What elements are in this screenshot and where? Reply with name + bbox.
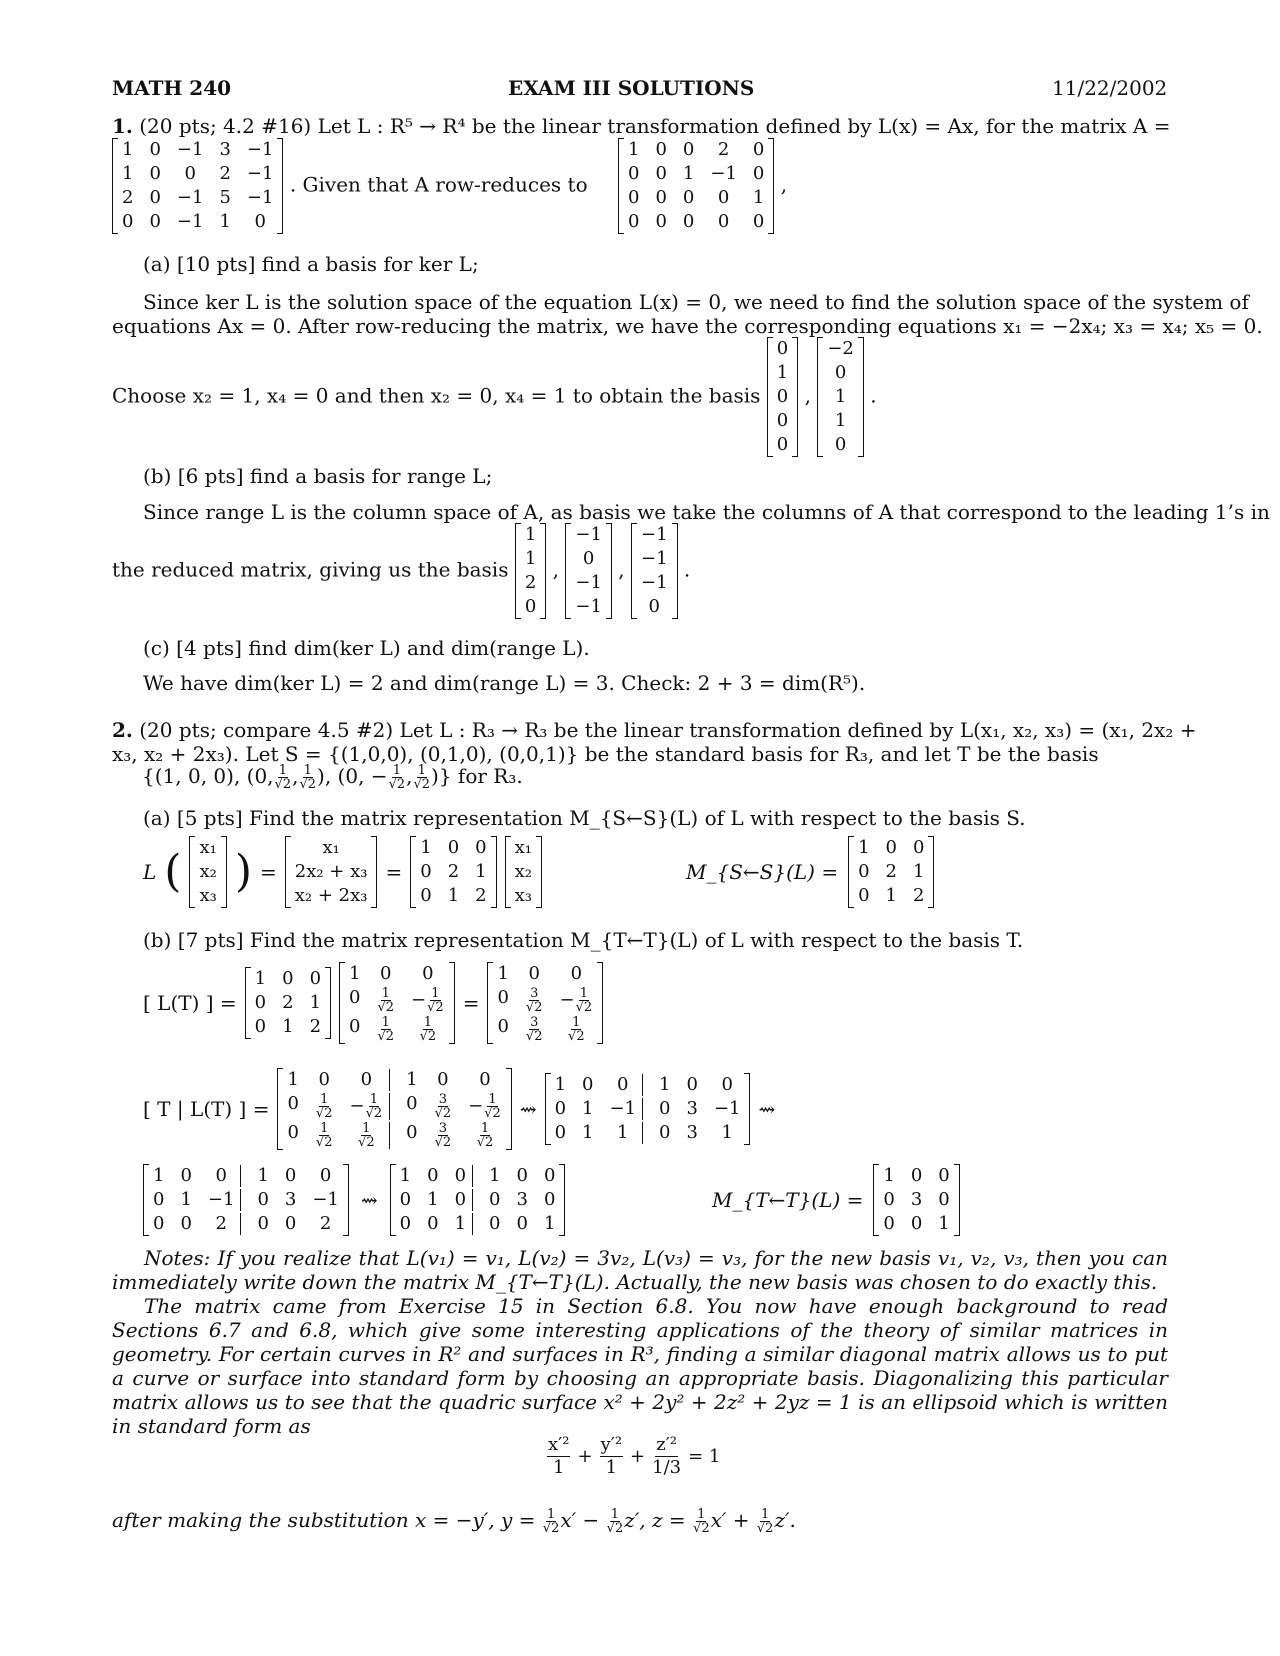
matrix-cell: 0 bbox=[309, 968, 322, 989]
row-reduce-arrow: ⇝ bbox=[519, 1097, 537, 1121]
matrix-cell: 1 bbox=[582, 1122, 594, 1143]
matrix-cell: 0 bbox=[122, 211, 134, 232]
matrix-cell: 0 bbox=[858, 861, 870, 882]
matrix-cell: 2 bbox=[219, 163, 231, 184]
matrix-cell: 0 bbox=[254, 1016, 267, 1037]
matrix-cell: 1 bbox=[257, 1165, 269, 1186]
matrix-cell: 1 bbox=[776, 362, 789, 383]
matrix-cell: 0 bbox=[752, 211, 765, 232]
row-reduce-arrow: ⇝ bbox=[758, 1097, 776, 1121]
reduced-matrix-2 bbox=[143, 1164, 349, 1236]
range-basis-vector bbox=[515, 523, 546, 619]
x-vector bbox=[505, 836, 542, 908]
row-reduce-arrow: ⇝ bbox=[360, 1188, 378, 1212]
matrix-cell: −1 bbox=[246, 187, 274, 208]
matrix-cell: 3 bbox=[219, 139, 231, 160]
matrix-cell: 0 bbox=[883, 1213, 895, 1234]
exam-date: 11/22/2002 bbox=[1052, 76, 1168, 100]
matrix-cell: −1 bbox=[640, 548, 668, 569]
matrix-cell: −1 bbox=[640, 524, 668, 545]
problem-2-line-1: 2. (20 pts; compare 4.5 #2) Let L : R₃ → R₃ be the linear transformation defined by L(x₁, x₂, x₃) = (x₁, 2x₂ + bbox=[112, 718, 1197, 742]
matrix-cell: 0 bbox=[883, 1189, 895, 1210]
matrix-T-result bbox=[873, 1164, 959, 1236]
matrix-cell: 1 bbox=[752, 187, 765, 208]
matrix-cell: 1 bbox=[455, 1213, 473, 1235]
matrix-cell: 1 bbox=[475, 861, 487, 882]
matrix-cell: 0 bbox=[282, 968, 294, 989]
matrix-S bbox=[410, 836, 496, 908]
matrix-cell: 1 bbox=[858, 837, 870, 858]
matrix-cell: 0 bbox=[284, 1213, 297, 1234]
given-text: . Given that A row-reduces to bbox=[289, 172, 588, 197]
image-vector bbox=[285, 836, 378, 908]
part-1b-answer-1: Since range L is the column space of A, as basis we take the columns of A that correspond to the leading 1’s in bbox=[143, 500, 1270, 524]
matrix-cell: 0 bbox=[752, 139, 765, 160]
matrix-cell: −1 bbox=[176, 187, 204, 208]
matrix-cell: 0 bbox=[543, 1165, 556, 1186]
matrix-cell: 1 bbox=[913, 861, 925, 882]
matrix-cell: −1 bbox=[609, 1098, 643, 1120]
matrix-cell: 0 bbox=[682, 139, 695, 160]
matrix-cell: −2 bbox=[827, 338, 854, 359]
matrix-cell: 0 bbox=[655, 211, 667, 232]
matrix-cell: 0 bbox=[776, 434, 789, 455]
matrix-cell: 0 bbox=[516, 1165, 528, 1186]
matrix-cell: −1 bbox=[575, 572, 602, 593]
matrix-cell: 1 bbox=[834, 386, 847, 407]
matrix-cell: x₂ bbox=[514, 861, 532, 882]
matrix-cell: 1 bbox=[122, 163, 134, 184]
matrix-cell: 0 bbox=[554, 1122, 567, 1143]
matrix-cell: 0 bbox=[628, 187, 640, 208]
matrix-cell: 0 bbox=[554, 1098, 567, 1119]
matrix-cell: 0 bbox=[475, 837, 487, 858]
matrix-cell: 1 bbox=[399, 1165, 412, 1186]
matrix-cell: 0 bbox=[254, 992, 267, 1013]
matrix-cell: 2 bbox=[319, 1213, 332, 1234]
matrix-cell: −1 bbox=[640, 572, 668, 593]
matrix-cell: 1 bbox=[554, 1074, 567, 1095]
matrix-cell: 1 bbox=[489, 1165, 501, 1186]
matrix-T: 1 0 0 0 $\frac{1}{√2}$ − $\frac{1}{√2}$ 0 $\frac{1}{√2}$ $\frac{1}{√2}$ bbox=[339, 962, 455, 1044]
matrix-cell: −1 bbox=[312, 1189, 339, 1210]
part-1c-question: (c) [4 pts] find dim(ker L) and dim(range L). bbox=[143, 636, 590, 660]
matrix-cell: 0 bbox=[721, 1074, 733, 1095]
matrix-S bbox=[245, 967, 331, 1039]
matrix-cell: 1 bbox=[938, 1213, 950, 1234]
matrix-cell: 1 bbox=[628, 139, 640, 160]
matrix-cell: 0 bbox=[180, 1165, 192, 1186]
ker-basis-vector bbox=[817, 337, 864, 457]
matrix-cell: 2 bbox=[475, 885, 487, 906]
matrix-cell: 0 bbox=[153, 1213, 165, 1234]
matrix-cell: −1 bbox=[208, 1189, 242, 1211]
matrix-cell: 1 bbox=[524, 548, 537, 569]
matrix-cell: 1 bbox=[524, 524, 537, 545]
notes-paragraph-1: Notes: If you realize that L(v₁) = v₁, L(v₂) = 3v₂, L(v₃) = v₃, for the new basis v₁, v₂, v₃, then you can immediately write down the matrix M_{T←T}(L). Actually, the new basis was chosen to do exactly this. bbox=[112, 1246, 1168, 1294]
matrix-cell: 0 bbox=[180, 1213, 192, 1234]
part-2a-question: (a) [5 pts] Find the matrix representation M_{S←S}(L) of L with respect to the basis S. bbox=[143, 806, 1026, 830]
matrix-cell: 0 bbox=[149, 187, 161, 208]
reduced-matrix-3 bbox=[390, 1164, 566, 1236]
matrix-cell: 0 bbox=[717, 187, 730, 208]
part-1a-answer-3: Choose x₂ = 1, x₄ = 0 and then x₂ = 0, x₄ = 1 to obtain the basis bbox=[112, 383, 761, 408]
matrix-cell: 0 bbox=[516, 1213, 528, 1234]
matrix-cell: 1 bbox=[282, 1016, 294, 1037]
matrix-cell: x₂ bbox=[199, 861, 217, 882]
matrix-cell: 1 bbox=[721, 1122, 733, 1143]
matrix-cell: 1 bbox=[834, 410, 847, 431]
matrix-cell: 0 bbox=[686, 1074, 698, 1095]
matrix-cell: 1 bbox=[682, 163, 695, 184]
matrix-cell: 2 bbox=[208, 1213, 242, 1235]
matrix-cell: 0 bbox=[455, 1165, 473, 1187]
matrix-cell: 2 bbox=[122, 187, 134, 208]
part-1a-question: (a) [10 pts] find a basis for ker L; bbox=[143, 252, 479, 276]
matrix-cell: 1 bbox=[885, 885, 897, 906]
matrix-cell: 1 bbox=[153, 1165, 165, 1186]
matrix-cell: 0 bbox=[420, 885, 432, 906]
matrix-cell: 0 bbox=[257, 1213, 269, 1234]
matrix-cell: 0 bbox=[184, 163, 196, 184]
matrix-cell: 0 bbox=[752, 163, 765, 184]
matrix-cell: 0 bbox=[489, 1213, 501, 1234]
matrix-cell: 0 bbox=[609, 1074, 643, 1096]
matrix-cell: 0 bbox=[524, 596, 537, 617]
matrix-cell: x₁ bbox=[199, 837, 217, 858]
matrix-reduced bbox=[618, 138, 774, 234]
matrix-cell: −1 bbox=[176, 139, 204, 160]
part-2a-equation: L ( x₁ x₂ x₃ ) = x₁ 2x₂ + x₃ x₂ + 2x₃ = 1 0 0 0 2 1 0 1 2 x₁ x₂ x₃ bbox=[143, 836, 542, 908]
matrix-cell: 1 bbox=[609, 1122, 643, 1144]
matrix-cell: 0 bbox=[149, 211, 161, 232]
matrix-cell: 1 bbox=[883, 1165, 895, 1186]
matrix-cell: 0 bbox=[582, 1074, 594, 1095]
matrix-cell: 2 bbox=[447, 861, 460, 882]
ellipsoid-equation: $\frac{\text{x′²}}{1}$ + $\frac{\text{y′²}}{1}$ + $\frac{\text{z′²}}{1/3}$ = 1 bbox=[548, 1434, 721, 1478]
matrix-cell: 0 bbox=[257, 1189, 269, 1210]
exam-title: EXAM III SOLUTIONS bbox=[508, 76, 755, 100]
matrix-cell: 0 bbox=[427, 1213, 439, 1234]
matrix-cell: 1 bbox=[582, 1098, 594, 1119]
matrix-cell: 1 bbox=[659, 1074, 671, 1095]
matrix-cell: x₂ + 2x₃ bbox=[294, 885, 368, 906]
matrix-cell: 3 bbox=[686, 1098, 698, 1119]
problem-1-intro: 1. (20 pts; 4.2 #16) Let L : R⁵ → R⁴ be the linear transformation defined by L(x) = Ax, for the matrix A = bbox=[112, 114, 1171, 138]
matrix-cell: 3 bbox=[686, 1122, 698, 1143]
matrix-cell: 1 bbox=[122, 139, 134, 160]
matrix-cell: 0 bbox=[628, 211, 640, 232]
matrix-cell: 1 bbox=[254, 968, 267, 989]
matrix-cell: 0 bbox=[776, 410, 789, 431]
matrix-cell: −1 bbox=[575, 596, 602, 617]
mt-result: M_{T←T}(L) = 1 0 0 0 3 0 0 0 1 bbox=[712, 1164, 960, 1236]
ker-basis-vector bbox=[767, 337, 798, 457]
problem-2-line-2: x₃, x₂ + 2x₃). Let S = {(1,0,0), (0,1,0), (0,0,1)} be the standard basis for R₃, and let T be the basis bbox=[112, 742, 1099, 766]
course-code: MATH 240 bbox=[112, 76, 232, 100]
matrix-cell: 0 bbox=[659, 1122, 671, 1143]
matrix-cell: −1 bbox=[176, 211, 204, 232]
LT-equation: [ L(T) ] = 1 0 0 0 2 1 0 1 2 1 0 0 0 $\frac{1}{√2}$ − $\frac{1}{√2}$ 0 $\frac{1}{√2}$ $\frac{1}{√2}$ = 1 0 0 0 $\frac{3}{√2}$ − $\frac{1}{√2}$ 0 $\frac{3}{√2}$ $\frac{1}{√2}$ bbox=[143, 962, 603, 1044]
matrix-cell: 0 bbox=[776, 338, 789, 359]
matrix-cell: 2 bbox=[282, 992, 294, 1013]
matrix-cell: 0 bbox=[885, 837, 897, 858]
matrix-cell: 0 bbox=[717, 211, 730, 232]
matrix-A bbox=[112, 138, 283, 234]
matrix-cell: 0 bbox=[834, 362, 847, 383]
substitution-line: after making the substitution x = −y′, y = $\frac{1}{√2}$ x′ − $\frac{1}{√2}$ z′, z = $\frac{1}{√2}$ x′ + $\frac{1}{√2}$ z′. bbox=[112, 1507, 796, 1536]
matrix-cell: 0 bbox=[659, 1098, 671, 1119]
basis-T-definition: {(1, 0, 0), (0, $\frac{1}{√2}$ , $\frac{1}{√2}$ ), (0, − $\frac{1}{√2}$ , $\frac{1}{√2}$ )} for R₃. bbox=[142, 763, 523, 792]
matrix-cell: 1 bbox=[219, 211, 231, 232]
matrix-cell: x₃ bbox=[199, 885, 217, 906]
matrix-cell: 0 bbox=[910, 1165, 923, 1186]
matrix-cell: 0 bbox=[399, 1213, 412, 1234]
matrix-cell: 0 bbox=[153, 1189, 165, 1210]
matrix-cell: −1 bbox=[710, 163, 737, 184]
range-basis-line: the reduced matrix, giving us the basis 1 1 2 0 , −1 0 −1 −1 , −1 −1 −1 0 . bbox=[112, 524, 691, 617]
matrix-cell: 3 bbox=[284, 1189, 297, 1210]
matrix-cell: 0 bbox=[628, 163, 640, 184]
matrix-cell: 0 bbox=[682, 211, 695, 232]
ker-basis-line: Choose x₂ = 1, x₄ = 0 and then x₂ = 0, x₄ = 1 to obtain the basis 0 1 0 0 0 , −2 0 1 1 0 . bbox=[112, 338, 877, 455]
matrix-cell: 0 bbox=[582, 548, 595, 569]
matrix-cell: 2 bbox=[524, 572, 537, 593]
matrix-cell: 0 bbox=[834, 434, 847, 455]
reduction-row bbox=[143, 1164, 565, 1236]
matrix-cell: 2 bbox=[913, 885, 925, 906]
matrix-cell: 2x₂ + x₃ bbox=[294, 861, 368, 882]
matrix-cell: 5 bbox=[219, 187, 231, 208]
matrix-cell: −1 bbox=[713, 1098, 741, 1119]
part-1a-answer-2: equations Ax = 0. After row-reducing the matrix, we have the corresponding equations x₁ = −2x₄; x₃ = x₄; x₅ = 0. bbox=[112, 314, 1263, 338]
notes-paragraph-2: The matrix came from Exercise 15 in Section 6.8. You now have enough background to read Sections 6.7 and 6.8, which give some interesting applications of the theory of similar matrices in geometry. For certain curves in R² and surfaces in R³, finding a similar diagonal matrix allows us to put a curve or surface into standard form by choosing an appropriate basis. Diagonalizing this particular matrix allows us to see that the quadric surface x² + 2y² + 2z² + 2yz = 1 is an ellipsoid which is written in standard form as bbox=[112, 1294, 1168, 1438]
matrix-cell: 1 bbox=[543, 1213, 556, 1234]
matrix-cell: x₃ bbox=[514, 885, 532, 906]
matrix-cell: 0 bbox=[655, 187, 667, 208]
matrix-cell: 0 bbox=[208, 1165, 242, 1187]
part-1b-answer-2: the reduced matrix, giving us the basis bbox=[112, 557, 509, 582]
matrix-cell: 0 bbox=[489, 1189, 501, 1210]
matrix-cell: 0 bbox=[447, 837, 460, 858]
part-1a-answer-1: Since ker L is the solution space of the equation L(x) = 0, we need to find the solution space of the system of bbox=[143, 290, 1249, 314]
matrix-cell: 0 bbox=[776, 386, 789, 407]
matrix-cell: 0 bbox=[284, 1165, 297, 1186]
matrix-cell: x₁ bbox=[322, 837, 340, 858]
matrix-S-result bbox=[848, 836, 934, 908]
part-1b-question: (b) [6 pts] find a basis for range L; bbox=[143, 464, 493, 488]
matrix-cell: 0 bbox=[938, 1189, 950, 1210]
matrix-cell: 0 bbox=[319, 1165, 332, 1186]
matrix-cell: 2 bbox=[309, 1016, 322, 1037]
reduced-matrix-1 bbox=[545, 1073, 751, 1145]
matrix-cell: 3 bbox=[910, 1189, 923, 1210]
matrix-cell: −1 bbox=[575, 524, 602, 545]
matrix-cell: 0 bbox=[427, 1165, 439, 1186]
matrix-A-row bbox=[112, 138, 588, 234]
matrix-cell: 0 bbox=[938, 1165, 950, 1186]
matrix-cell: 0 bbox=[655, 163, 667, 184]
x-vector bbox=[189, 836, 226, 908]
augmented-equation: [ T | L(T) ] = 1 0 0 1 0 0 0 $\frac{1}{√2}$ − $\frac{1}{√2}$ 0 $\frac{3}{√2}$ − $\frac{1}{√2}$ 0 $\frac{1}{√2}$ $\frac{1}{√2}$ 0 $\frac{3}{√2}$ $\frac{1}{√2}$ ⇝ 1 0 0 1 0 0 0 1 −1 0 3 −1 0 1 1 0 3 1 ⇝ bbox=[143, 1069, 776, 1150]
matrix-cell: x₁ bbox=[514, 837, 532, 858]
matrix-cell: 1 bbox=[180, 1189, 192, 1210]
matrix-cell: −1 bbox=[246, 163, 274, 184]
range-basis-vector bbox=[565, 523, 612, 619]
matrix-cell: 0 bbox=[420, 861, 432, 882]
matrix-cell: 0 bbox=[455, 1189, 473, 1211]
matrix-cell: 0 bbox=[543, 1189, 556, 1210]
matrix-cell: 0 bbox=[655, 139, 667, 160]
matrix-cell: 3 bbox=[516, 1189, 528, 1210]
ms-result: M_{S←S}(L) = 1 0 0 0 2 1 0 1 2 bbox=[686, 836, 934, 908]
matrix-cell: 0 bbox=[910, 1213, 923, 1234]
matrix-cell: 0 bbox=[913, 837, 925, 858]
part-1c-answer: We have dim(ker L) = 2 and dim(range L) = 3. Check: 2 + 3 = dim(R⁵). bbox=[143, 671, 866, 695]
matrix-R-wrap: 1 0 0 2 0 0 0 1 −1 0 0 0 0 0 1 0 0 0 0 0 , bbox=[618, 138, 787, 234]
matrix-cell: 0 bbox=[858, 885, 870, 906]
matrix-cell: −1 bbox=[246, 139, 274, 160]
matrix-cell: 0 bbox=[399, 1189, 412, 1210]
matrix-cell: 0 bbox=[254, 211, 266, 232]
matrix-cell: 0 bbox=[648, 596, 660, 617]
matrix-cell: 2 bbox=[717, 139, 730, 160]
matrix-LT: 1 0 0 0 $\frac{3}{√2}$ − $\frac{1}{√2}$ 0 $\frac{3}{√2}$ $\frac{1}{√2}$ bbox=[487, 962, 603, 1044]
part-2b-question: (b) [7 pts] Find the matrix representation M_{T←T}(L) of L with respect to the basis T. bbox=[143, 928, 1024, 952]
matrix-cell: 0 bbox=[149, 139, 161, 160]
matrix-cell: 1 bbox=[427, 1189, 439, 1210]
matrix-cell: 1 bbox=[420, 837, 432, 858]
matrix-cell: 1 bbox=[309, 992, 322, 1013]
matrix-cell: 1 bbox=[447, 885, 460, 906]
matrix-cell: 0 bbox=[682, 187, 695, 208]
matrix-cell: 0 bbox=[149, 163, 161, 184]
matrix-cell: 2 bbox=[885, 861, 897, 882]
augmented-matrix: 1 0 0 1 0 0 0 $\frac{1}{√2}$ − $\frac{1}{√2}$ 0 $\frac{3}{√2}$ − $\frac{1}{√2}$ 0 $\frac{1}{√2}$ $\frac{1}{√2}$ 0 $\frac{3}{√2}$ $\frac{1}{√2}$ bbox=[277, 1068, 511, 1150]
range-basis-vector bbox=[631, 523, 678, 619]
